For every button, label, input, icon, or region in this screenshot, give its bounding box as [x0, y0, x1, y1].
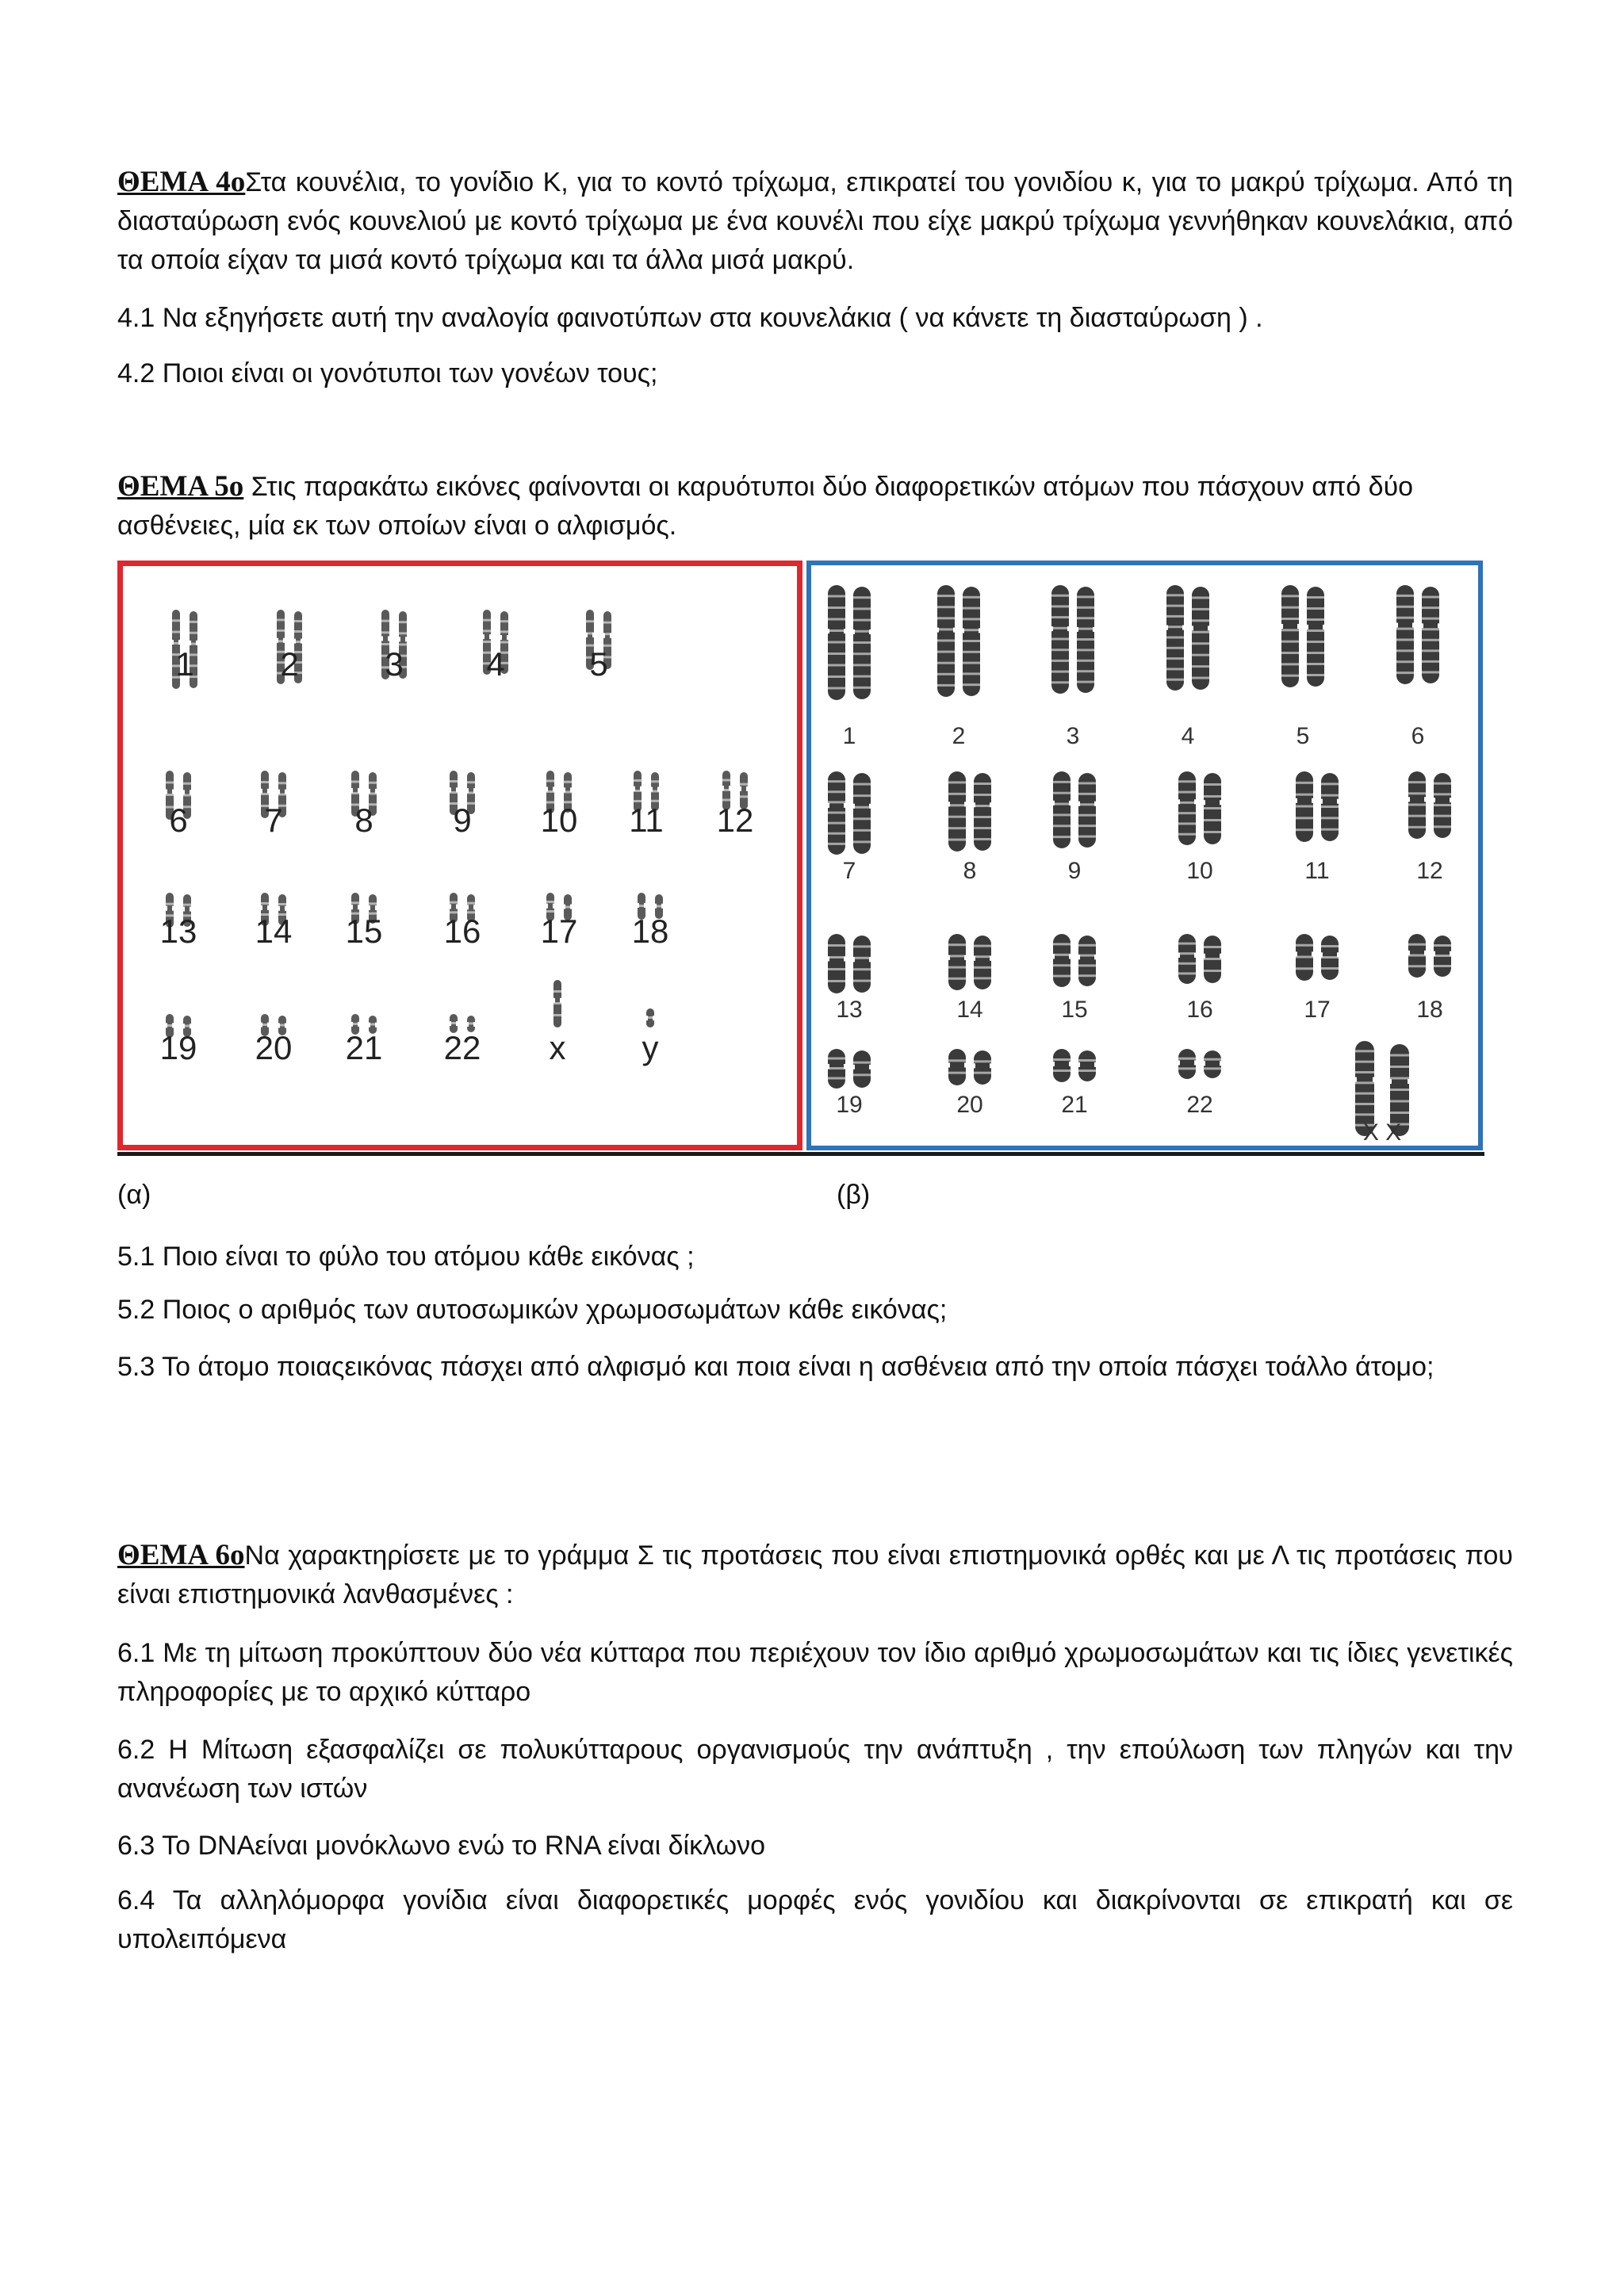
caption-a: (α) — [117, 1180, 151, 1210]
chromosome-label-8: 8 — [354, 802, 373, 839]
q6-item-4: 6.4 Τα αλληλόμορφα γονίδια είναι διαφορετικές μορφές ενός γονιδίου και διακρίνονται σε επικρατή και σε υπολειπόμενα — [117, 1885, 1513, 1954]
chromosome-17-left — [1295, 934, 1314, 981]
q5-text: Στις παρακάτω εικόνες φαίνονται οι καρυότυποι δύο διαφορετικών ατόμων που πάσχουν από δύο ασθένειες, μία εκ των οποίων είναι ο αλφισμός. — [117, 472, 1414, 541]
chromosome-20-left — [948, 1049, 967, 1085]
chromosome-label-18: 18 — [1416, 997, 1443, 1023]
chromosome-3-left — [1051, 585, 1070, 694]
chromosome-label-22: 22 — [1186, 1092, 1213, 1118]
chromosome-label-10: 10 — [1186, 858, 1213, 884]
chromosome-label-21: 21 — [1061, 1092, 1088, 1118]
q6-heading: ΘΕΜΑ 6ο — [117, 1539, 245, 1571]
chromosome-4-left — [1166, 585, 1185, 691]
chromosome-label-17: 17 — [540, 913, 578, 950]
chromosome-20-right — [973, 1050, 992, 1085]
chromosome-22-left — [1178, 1049, 1197, 1079]
chromosome-label-16: 16 — [443, 913, 481, 950]
q4-item-2: 4.2 Ποιοι είναι οι γονότυποι των γονέων τους; — [117, 358, 658, 388]
chromosome-6-left — [1396, 585, 1415, 684]
q6-item-2: 6.2 Η Μίτωση εξασφαλίζει σε πολυκύτταρους οργανισμούς την ανάπτυξη , την επούλωση των πληγών και την ανανέωση των ιστών — [117, 1735, 1513, 1804]
q4-item-1: 4.1 Να εξηγήσετε αυτή την αναλογία φαινοτύπων στα κουνελάκια ( να κάνετε τη διασταύρωση ) . — [117, 303, 1263, 333]
chromosome-label-19: 19 — [836, 1092, 863, 1118]
chromosome-19-left — [827, 1049, 846, 1089]
chromosome-9-right — [1078, 773, 1097, 848]
chromosome-15-right — [1078, 936, 1097, 986]
karyotype-figure-a — [117, 561, 802, 1150]
q5-intro — [117, 467, 1513, 545]
chromosome-8-right — [973, 773, 992, 851]
chromosome-7-right — [852, 773, 871, 854]
karyotype-b-drawing — [811, 565, 1478, 1146]
chromosome-label-20: 20 — [956, 1092, 983, 1118]
chromosome-15-left — [1052, 934, 1071, 987]
chromosome-label-9: 9 — [1067, 858, 1082, 884]
chromosome-label-2: 2 — [952, 723, 966, 749]
chromosome-label-1: 1 — [175, 645, 194, 683]
q5-item-2: 5.2 Ποιος ο αριθμός των αυτοσωμικών χρωμοσωμάτων κάθε εικόνας; — [117, 1295, 948, 1325]
chromosome-label-12: 12 — [716, 802, 754, 839]
q6-intro — [117, 1536, 1513, 1614]
chromosome-4-right — [1191, 587, 1210, 690]
chromosome-label-4: 4 — [486, 645, 505, 683]
q4-intro — [117, 163, 1513, 280]
karyotype-figure-b — [806, 561, 1483, 1150]
chromosome-label-8: 8 — [963, 858, 977, 884]
chromosome-21-right — [1078, 1050, 1097, 1081]
chromosome-label-7: 7 — [264, 802, 283, 839]
chromosome-label-xx: X X — [1362, 1119, 1402, 1146]
chromosome-label-17: 17 — [1304, 997, 1331, 1023]
chromosome-label-y: y — [642, 1029, 659, 1066]
chromosome-16-right — [1203, 936, 1222, 983]
chromosome-label-16: 16 — [1186, 997, 1213, 1023]
chromosome-14-left — [948, 934, 967, 990]
chromosome-label-14: 14 — [956, 997, 983, 1023]
chromosome-2-left — [936, 585, 956, 697]
q5-heading: ΘΕΜΑ 5ο — [117, 470, 244, 503]
chromosome-18-right — [1433, 936, 1452, 977]
sex-chromosome-x — [553, 980, 562, 1027]
chromosome-label-15: 15 — [1061, 997, 1088, 1023]
chromosome-17-right — [1320, 936, 1339, 980]
chromosome-label-18: 18 — [631, 913, 669, 950]
chromosome-1-left — [827, 585, 846, 700]
chromosome-label-5: 5 — [1296, 723, 1310, 749]
chromosome-label-20: 20 — [255, 1029, 293, 1066]
chromosome-12-right — [1433, 773, 1452, 838]
chromosome-label-11: 11 — [629, 802, 664, 839]
chromosome-19-right — [852, 1050, 871, 1088]
figure-divider-line — [117, 1152, 1484, 1156]
q6-text: Να χαρακτηρίσετε με το γράμμα Σ τις προτάσεις που είναι επιστημονικά ορθές και με Λ τις προτάσεις που είναι επιστημονικά λανθασμένες : — [117, 1540, 1514, 1609]
chromosome-label-5: 5 — [589, 645, 608, 683]
chromosome-label-10: 10 — [540, 802, 578, 839]
chromosome-10-left — [1178, 771, 1197, 845]
chromosome-10-right — [1203, 773, 1222, 844]
chromosome-label-6: 6 — [169, 802, 188, 839]
chromosome-label-14: 14 — [255, 913, 293, 950]
chromosome-6-right — [1421, 587, 1440, 683]
chromosome-label-12: 12 — [1416, 858, 1443, 884]
chromosome-18-left — [1408, 934, 1427, 978]
chromosome-11-left — [1295, 771, 1314, 842]
caption-b: (β) — [837, 1180, 871, 1210]
chromosome-13-right — [852, 936, 871, 993]
chromosome-label-x: x — [549, 1029, 566, 1066]
chromosome-14-right — [973, 936, 992, 989]
chromosome-9-left — [1052, 771, 1071, 848]
chromosome-label-21: 21 — [345, 1029, 383, 1066]
chromosome-label-22: 22 — [443, 1029, 481, 1066]
q4-text: Στα κουνέλια, το γονίδιο Κ, για το κοντό τρίχωμα, επικρατεί του γονιδίου κ, για το μακρύ τρίχωμα. Από τη διασταύρωση ενός κουνελιού με κοντό τρίχωμα με ένα κουνέλι που είχε μακρύ τρίχωμα γεννήθηκαν κουνελάκια, από τα οποία είχαν τα μισά κοντό τρίχωμα και τα άλλα μισά μακρύ. — [117, 167, 1513, 275]
chromosome-21-left — [1052, 1049, 1071, 1082]
chromosome-16-left — [1178, 934, 1197, 984]
q6-item-1: 6.1 Με τη μίτωση προκύπτουν δύο νέα κύτταρα που περιέχουν τον ίδιο αριθμό χρωμοσωμάτων και τις ίδιες γενετικές πληροφορίες με το αρχικό κύτταρο — [117, 1638, 1513, 1707]
chromosome-5-left — [1281, 585, 1300, 687]
q4-heading: ΘΕΜΑ 4ο — [117, 166, 246, 198]
q6-item-3: 6.3 Το DNAείναι μονόκλωνο ενώ το RNA είναι δίκλωνο — [117, 1831, 766, 1861]
chromosome-label-13: 13 — [836, 997, 863, 1023]
sex-chromosome-y — [645, 1008, 655, 1027]
chromosome-11-right — [1320, 773, 1339, 841]
chromosome-label-7: 7 — [842, 858, 856, 884]
chromosome-label-15: 15 — [345, 913, 383, 950]
chromosome-label-13: 13 — [159, 913, 197, 950]
karyotype-a-drawing — [123, 566, 797, 1145]
chromosome-1-right — [852, 587, 871, 699]
chromosome-22-right — [1203, 1050, 1222, 1078]
chromosome-label-9: 9 — [453, 802, 472, 839]
chromosome-13-left — [827, 934, 846, 993]
chromosome-5-right — [1306, 587, 1325, 687]
chromosome-label-6: 6 — [1411, 723, 1425, 749]
chromosome-label-2: 2 — [280, 645, 299, 683]
chromosome-label-3: 3 — [1066, 723, 1080, 749]
chromosome-label-3: 3 — [385, 645, 404, 683]
chromosome-3-right — [1076, 587, 1095, 693]
chromosome-7-left — [827, 771, 846, 855]
q5-item-1: 5.1 Ποιο είναι το φύλο του ατόμου κάθε εικόνας ; — [117, 1242, 695, 1272]
q5-item-3: 5.3 Το άτομο ποιαςεικόνας πάσχει από αλφισμό και ποια είναι η ασθένεια από την οποία πάσχει τοάλλο άτομο; — [117, 1352, 1434, 1382]
chromosome-12-left — [1408, 771, 1427, 839]
chromosome-label-11: 11 — [1304, 858, 1330, 884]
chromosome-label-19: 19 — [159, 1029, 197, 1066]
chromosome-8-left — [948, 771, 967, 851]
chromosome-label-1: 1 — [842, 723, 856, 749]
chromosome-label-4: 4 — [1181, 723, 1195, 749]
chromosome-2-right — [962, 587, 981, 696]
